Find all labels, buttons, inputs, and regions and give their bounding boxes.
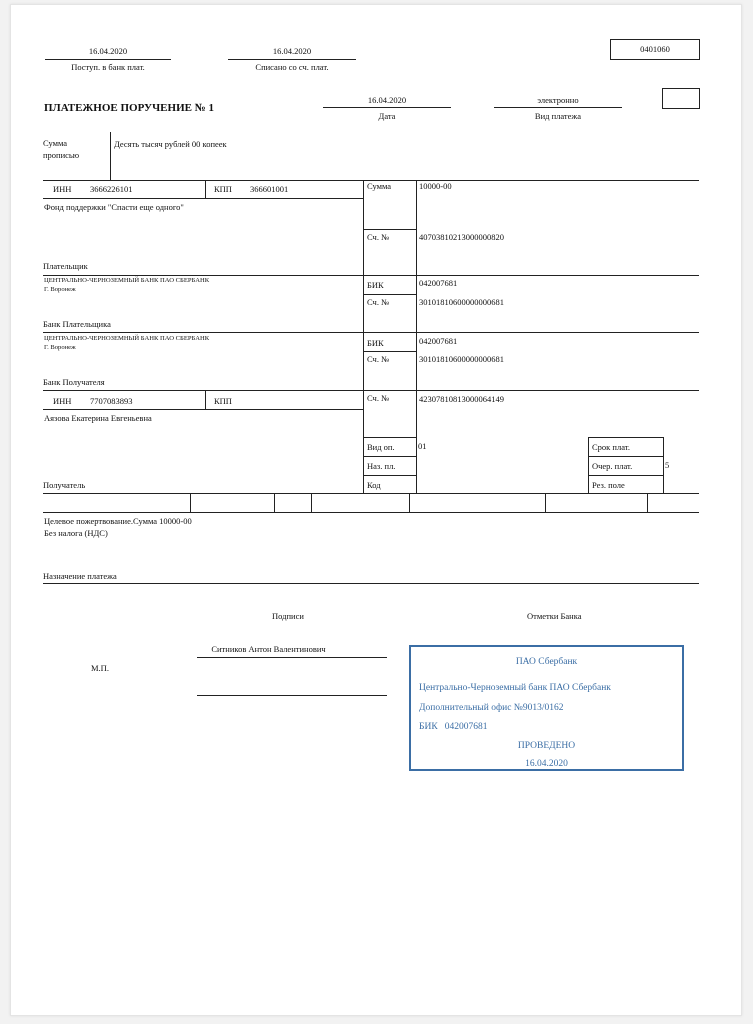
stamp-status: ПРОВЕДЕНО: [517, 741, 576, 751]
grid-line: [43, 275, 699, 276]
grid-line: [363, 294, 416, 295]
grid-line: [545, 493, 546, 512]
grid-line: [274, 493, 275, 512]
payer-account-label: Сч. №: [367, 232, 390, 242]
signer-name: Ситников Антон Валентинович: [211, 644, 326, 654]
payer-bank-label: Банк Плательщика: [43, 319, 111, 329]
due-label: Срок плат.: [592, 442, 630, 452]
grid-line: [43, 198, 363, 199]
payer-account: 40703810213000000820: [419, 232, 504, 242]
sum-value: 10000-00: [419, 181, 452, 191]
recipient-account-label: Сч. №: [367, 393, 390, 403]
recipient-bank-name: ЦЕНТРАЛЬНО-ЧЕРНОЗЕМНЫЙ БАНК ПАО СБЕРБАНК: [44, 335, 210, 342]
payer-bank-bik: 042007681: [419, 278, 458, 288]
amount-words-label-2: прописью: [43, 150, 80, 160]
grid-line: [363, 475, 416, 476]
document-page: [10, 4, 742, 1016]
op-type: 01: [418, 441, 427, 451]
grid-line: [363, 180, 364, 493]
debited-date-line: [228, 59, 356, 60]
op-type-label: Вид оп.: [367, 442, 395, 452]
document-date-line: [323, 107, 451, 108]
grid-line: [663, 437, 664, 493]
grid-line: [588, 475, 663, 476]
amount-words-label-1: Сумма: [43, 138, 68, 148]
priority-label: Очер. плат.: [592, 461, 633, 471]
grid-line: [363, 229, 416, 230]
status-box: [662, 88, 700, 109]
received-date-line: [45, 59, 171, 60]
received-date: 16.04.2020: [88, 46, 128, 56]
recipient-bank-bik-label: БИК: [367, 338, 384, 348]
debited-date: 16.04.2020: [272, 46, 312, 56]
payer-bank-account-label: Сч. №: [367, 297, 390, 307]
grid-line: [588, 437, 663, 438]
stamp-bik: БИК 042007681: [419, 722, 488, 732]
grid-line: [43, 512, 699, 513]
seal-place: М.П.: [91, 663, 109, 673]
payment-type-label: Вид платежа: [534, 111, 582, 121]
amount-words-divider: [110, 132, 111, 180]
grid-line: [409, 493, 410, 512]
grid-line: [588, 456, 663, 457]
grid-line: [647, 493, 648, 512]
bank-stamp: [409, 645, 684, 771]
bank-marks-label: Отметки Банка: [527, 611, 582, 621]
grid-line: [205, 390, 206, 409]
stamp-office: Дополнительный офис №9013/0162: [419, 703, 564, 713]
payer-inn-label: ИНН: [53, 184, 72, 194]
payer-bank-city: Г. Воронеж: [44, 286, 76, 293]
payer-bank-account: 30101810600000000681: [419, 297, 504, 307]
form-code: 0401060: [640, 44, 670, 54]
recipient-bank-city: Г. Воронеж: [44, 344, 76, 351]
payment-type: электронно: [537, 95, 579, 105]
purpose-line: [43, 583, 699, 584]
recipient-bank-label: Банк Получателя: [43, 377, 105, 387]
payer-label: Плательщик: [43, 261, 88, 271]
priority: 5: [665, 460, 670, 470]
grid-line: [363, 456, 416, 457]
grid-line: [43, 332, 699, 333]
payer-bank-name: ЦЕНТРАЛЬНО-ЧЕРНОЗЕМНЫЙ БАНК ПАО СБЕРБАНК: [44, 277, 210, 284]
grid-line: [43, 409, 363, 410]
recipient-inn-label: ИНН: [53, 396, 72, 406]
document-date: 16.04.2020: [367, 95, 407, 105]
code-label: Код: [367, 480, 381, 490]
grid-line: [190, 493, 191, 512]
purpose-label: Назначение платежа: [43, 571, 117, 581]
purpose-code-label: Наз. пл.: [367, 461, 396, 471]
stamp-branch: Центрально-Черноземный банк ПАО Сбербанк: [419, 683, 611, 693]
payer-name: Фонд поддержки "Спасти еще одного": [44, 202, 184, 212]
grid-line: [43, 493, 699, 494]
grid-line: [43, 390, 699, 391]
payer-kpp: 366601001: [250, 184, 289, 194]
payer-inn: 3666226101: [90, 184, 133, 194]
recipient-account: 42307810813000064149: [419, 394, 504, 404]
recipient-bank-account: 30101810600000000681: [419, 354, 504, 364]
received-date-label: Поступ. в банк плат.: [71, 62, 145, 72]
document-title: ПЛАТЕЖНОЕ ПОРУЧЕНИЕ № 1: [44, 102, 215, 114]
document-date-label: Дата: [378, 111, 396, 121]
grid-line: [363, 351, 416, 352]
purpose-line-2: Без налога (НДС): [44, 528, 108, 538]
amount-words-value: Десять тысяч рублей 00 копеек: [114, 139, 227, 149]
payer-kpp-label: КПП: [214, 184, 232, 194]
recipient-inn: 7707083893: [90, 396, 133, 406]
recipient-name: Аязова Екатерина Евгеньевна: [44, 413, 152, 423]
payment-type-line: [494, 107, 622, 108]
signature-line-2: [197, 695, 387, 696]
signatures-label: Подписи: [272, 611, 304, 621]
grid-line: [363, 437, 416, 438]
grid-line: [588, 437, 589, 493]
recipient-kpp-label: КПП: [214, 396, 232, 406]
payer-bank-bik-label: БИК: [367, 280, 384, 290]
recipient-bank-bik: 042007681: [419, 336, 458, 346]
recipient-bank-account-label: Сч. №: [367, 354, 390, 364]
debited-date-label: Списано со сч. плат.: [255, 62, 329, 72]
signature-line-1: [197, 657, 387, 658]
recipient-label: Получатель: [43, 480, 86, 490]
sum-label: Сумма: [367, 181, 392, 191]
purpose-line-1: Целевое пожертвование.Сумма 10000-00: [44, 516, 192, 526]
stamp-bank: ПАО Сбербанк: [515, 657, 578, 667]
grid-line: [311, 493, 312, 512]
grid-line: [416, 180, 417, 493]
stamp-date: 16.04.2020: [525, 759, 568, 769]
grid-line: [205, 180, 206, 198]
reserve-label: Рез. поле: [592, 480, 625, 490]
